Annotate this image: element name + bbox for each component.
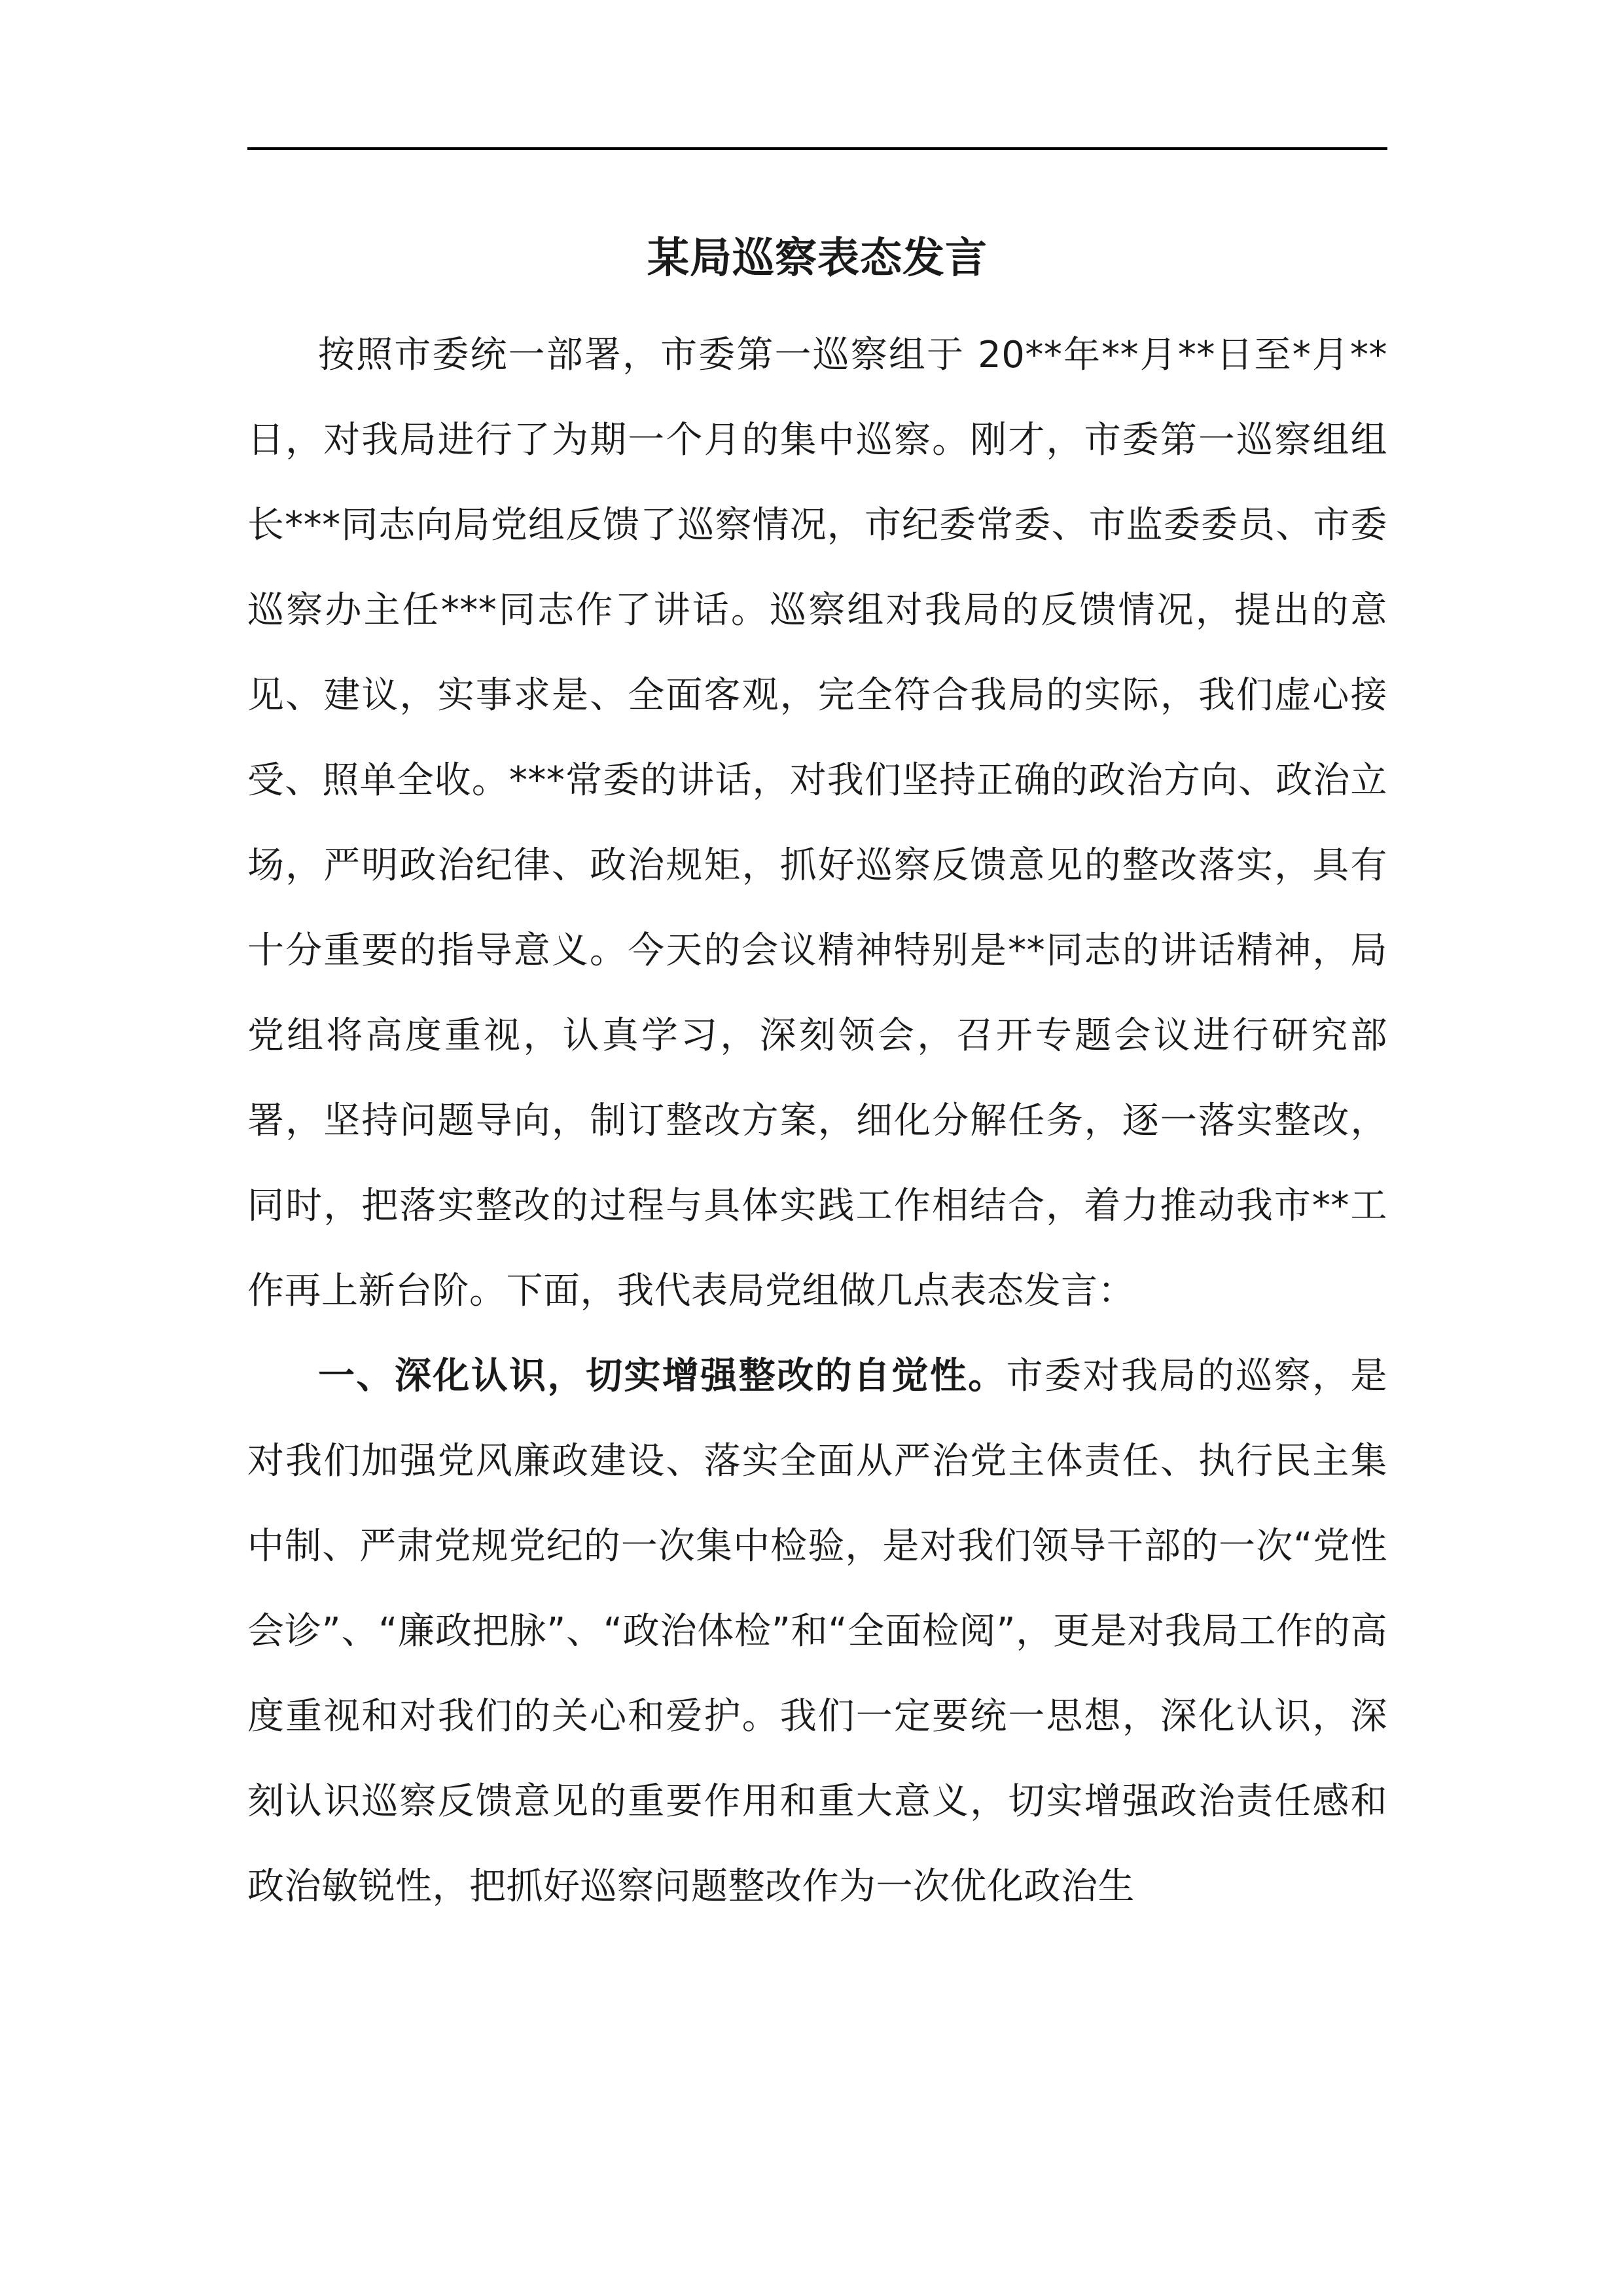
paragraph-intro (247, 313, 1387, 1334)
paragraph-section-1 (247, 1334, 1387, 1929)
document-title: 某局巡察表态发言 (647, 234, 988, 283)
section-heading: 一、深化认识，切实增强整改的自觉性。 (318, 1355, 1007, 1397)
paragraph-text: 按照市委统一部署，市委第一巡察组于 20**年**月**日至*月**日，对我局进行了为期一个月的集中巡察。刚才，市委第一巡察组组长***同志向局党组反馈了巡察情况，市纪委常委、市监委委员、市委巡察办主任***同志作了讲话。巡察组对我局的反馈情况，提出的意见、建议，实事求是、全面客观，完全符合我局的实际，我们虚心接受、照单全收。***常委的讲话，对我们坚持正确的政治方向、政治立场，严明政治纪律、政治规矩，抓好巡察反馈意见的整改落实，具有十分重要的指导意义。今天的会议精神特别是**同志的讲话精神，局党组将高度重视，认真学习，深刻领会，召开专题会议进行研究部署，坚持问题导向，制订整改方案，细化分解任务，逐一落实整改，同时，把落实整改的过程与具体实践工作相结合，着力推动我市**工作再上新台阶。下面，我代表局党组做几点表态发言： (247, 334, 1387, 1312)
header-rule (247, 147, 1387, 150)
paragraph-text: 市委对我局的巡察，是对我们加强党风廉政建设、落实全面从严治党主体责任、执行民主集中制、严肃党规党纪的一次集中检验，是对我们领导干部的一次“党性会诊”、“廉政把脉”、“政治体检”和“全面检阅”，更是对我局工作的高度重视和对我们的关心和爱护。我们一定要统一思想，深化认识，深刻认识巡察反馈意见的重要作用和重大意义，切实增强政治责任感和政治敏锐性，把抓好巡察问题整改作为一次优化政治生 (247, 1355, 1388, 1908)
document-body (247, 313, 1387, 1929)
